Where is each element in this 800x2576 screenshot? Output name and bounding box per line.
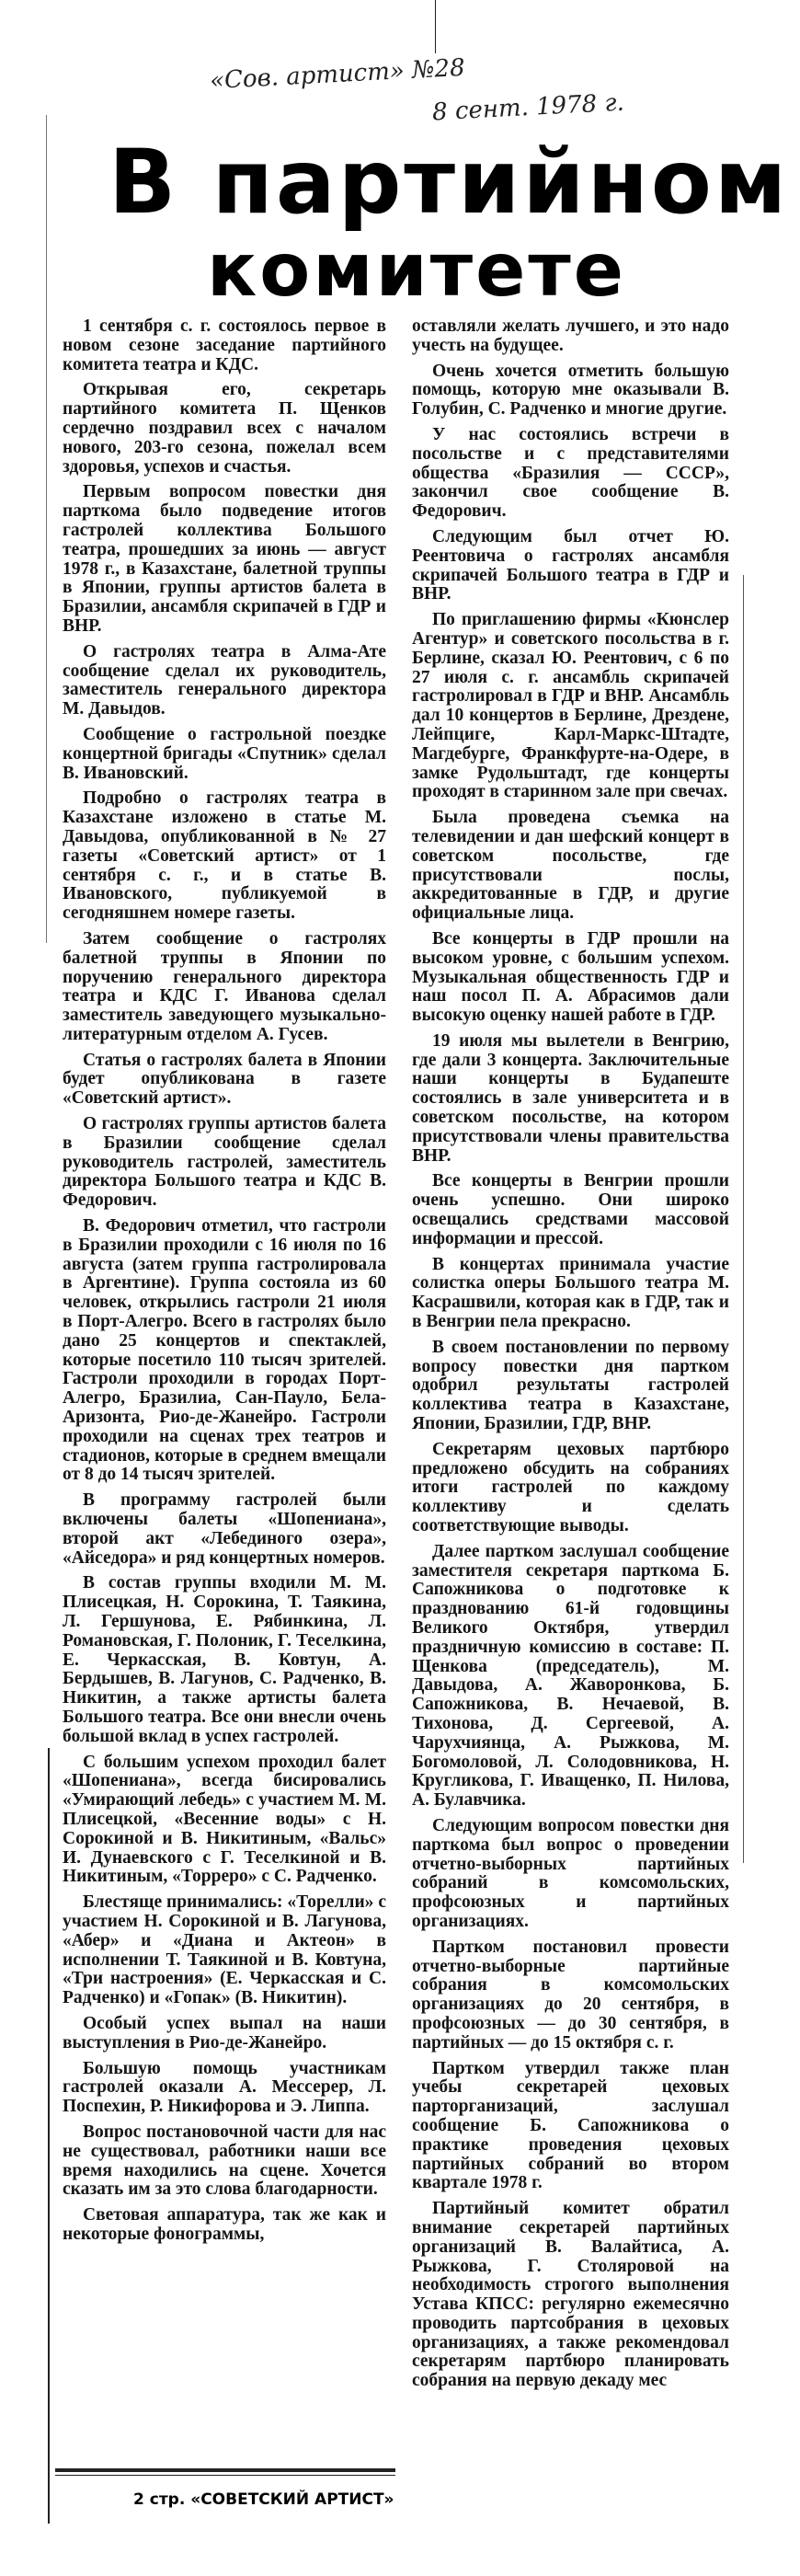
article-paragraph: Вопрос постановочной части для нас не существовал, работники наши все время находились на сцене. Хочется сказать им за это слова благодарности. [63,2122,386,2200]
article-paragraph: Следующим был отчет Ю. Реентовича о гастролях ансамбля скрипачей Большого театра в ГДР и ВНР. [412,526,729,604]
footer-rule-thick [55,2468,395,2472]
column-rule-right [743,575,744,1863]
headline-line-2: комитете [207,227,626,313]
article-paragraph: Партком утвердил также план учебы секретарей цеховых парторганизаций, заслушал сообщение Б. Сапожникова о практике проведения цеховых партийных собраний во втором квартале 1978 г. [412,2058,729,2193]
article-paragraph: Затем сообщение о гастролях балетной труппы в Японии по поручению генерального директора театра и КДС Г. Иванова сделал заместитель заведующего музыкально-литературным отделом А. Гусев. [63,928,386,1044]
article-paragraph: Блестяще принимались: «Торелли» с участием Н. Сорокиной и В. Лагунова, «Абер» и «Диана и Актеон» в исполнении Т. Таякиной и В. Ковтуна, «Три настроения» (Е. Черкасская и С. Радченко) и «Гопак» (В. Никитин). [63,1892,386,2008]
article-paragraph: Световая аппаратура, так же как и некоторые фонограммы, [63,2205,386,2244]
handwritten-date-note: 8 сент. 1978 г. [431,88,625,127]
article-paragraph: Статья о гастролях балета в Японии будет опубликована в газете «Советский артист». [63,1050,386,1109]
article-paragraph: Все концерты в Венгрии прошли очень успешно. Они широко освещались средствами массовой информации и прессой. [412,1171,729,1248]
article-paragraph: В. Федорович отметил, что гастроли в Бразилии проходили с 16 июля по 16 августа (затем группа гастролировала в Аргентине). Группа состояла из 60 человек, открылись гастроли 21 июля в Порт-Алегро. Всего в гастролях было дано 25 концертов и спектаклей, которые посетило 110 тысяч зрителей. Гастроли проходили в городах Порт-Алегро, Бразилиа, Сан-Пауло, Бела-Аризонта, Рио-де-Жанейро. Гастроли проходили на сценах трех театров и стадионов, которые в среднем вмещали от 8 до 14 тысяч зрителей. [63,1216,386,1485]
article-paragraph: Была проведена съемка на телевидении и дан шефский концерт в советском посольстве, где присутствовали послы, аккредитованные в ГДР, и другие официальные лица. [412,808,729,924]
article-paragraph: Сообщение о гастрольной поездке концертной бригады «Спутник» сделал В. Ивановский. [63,724,386,783]
article-paragraph: В концертах принимала участие солистка оперы Большого театра М. Касрашвили, которая как в ГДР, так и в Венгрии пела прекрасно. [412,1254,729,1332]
article-paragraph: Все концерты в ГДР прошли на высоком уровне, с большим успехом. Музыкальная общественность ГДР и наш посол П. А. Абрасимов дали высокую оценку нашей работе в ГДР. [412,928,729,1026]
article-paragraph: О гастролях театра в Алма-Ате сообщение сделал их руководитель, заместитель генерального директора М. Давыдов. [63,641,386,719]
article-paragraph: Партийный комитет обратил внимание секретарей партийных организаций В. Валайтиса, А. Рыжкова, Г. Столяровой на необходимость строгого выполнения Устава КПСС: регулярно ежемесячно проводить партсобрания в цеховых организациях, а также рекомендовал секретарям партбюро планировать собрания на первую декаду мес [412,2199,729,2391]
headline-line-1: В партийном [109,131,790,234]
article-paragraph: оставляли желать лучшего, и это надо учесть на будущее. [412,316,729,355]
footer-rule-thin [55,2475,395,2476]
top-fold-line [435,0,436,53]
article-paragraph: Очень хочется отметить большую помощь, которую мне оказывали В. Голубин, С. Радченко и многие другие. [412,361,729,420]
article-paragraph: Подробно о гастролях театра в Казахстане изложено в статье М. Давыдова, опубликованной в № 27 газеты «Советский артист» от 1 сентября с. г., и в статье В. Ивановского, публикуемой в сегодняшнем номере газеты. [63,788,386,924]
newspaper-page-label: 2 стр. «СОВЕТСКИЙ АРТИСТ» [133,2490,394,2509]
article-left-column [63,317,386,2251]
clipping-left-edge [46,115,47,943]
article-paragraph: 19 июля мы вылетели в Венгрию, где дали 3 концерта. Заключительные наши концерты в Будапеште состоялись в зале университета и в советском посольстве, на котором присутствовали члены правительства ВНР. [412,1030,729,1166]
article-paragraph: В программу гастролей были включены балеты «Шопениана», второй акт «Лебединого озера», «Айседора» и ряд концертных номеров. [63,1490,386,1568]
article-paragraph: Партком постановил провести отчетно-выборные партийные собрания в комсомольских организациях до 20 сентября, в профсоюзных — до 30 сентября, в партийных — до 15 октября с. г. [412,1937,729,2053]
article-paragraph: В своем постановлении по первому вопросу повестки дня партком одобрил результаты гастролей коллектива театра в Казахстане, Японии, Бразилии, ГДР, ВНР. [412,1337,729,1434]
article-paragraph: Особый успех выпал на наши выступления в Рио-де-Жанейро. [63,2013,386,2053]
article-paragraph: Большую помощь участникам гастролей оказали А. Мессерер, Л. Поспехин, Р. Никифорова и Э. Липпа. [63,2058,386,2117]
article-paragraph: По приглашению фирмы «Кюнслер Агентур» и советского посольства в г. Берлине, сказал Ю. Реентович, с 6 по 27 июля с. г. ансамбль скрипачей гастролировал в ГДР и ВНР. Ансамбль дал 10 концертов в Берлине, Дрездене, Лейпциге, Карл-Маркс-Штадте, Магдебурге, Франкфурте-на-Одере, в замке Рудольштадт, где концерты проходят в старинном зале при свечах. [412,610,729,802]
article-paragraph: 1 сентября с. г. состоялось первое в новом сезоне заседание партийного комитета театра и КДС. [63,316,386,374]
article-paragraph: Следующим вопросом повестки дня парткома был вопрос о проведении отчетно-выборных партийных собраний в комсомольских, профсоюзных и партийных организациях. [412,1815,729,1931]
article-right-column [412,317,729,2398]
article-paragraph: Открывая его, секретарь партийного комитета П. Щенков сердечно поздравил всех с началом нового, 203-го сезона, пожелал всем здоровья, успехов и счастья. [63,380,386,477]
article-paragraph: В состав группы входили М. М. Плисецкая, Н. Сорокина, Т. Таякина, Л. Гершунова, Е. Рябинкина, Л. Романовская, Г. Полоник, Г. Теселкина, Е. Черкасская, В. Ковтун, А. Бердышев, В. Лагунов, С. Радченко, В. Никитин, а также артисты балета Большого театра. Все они внесли очень большой вклад в успех гастролей. [63,1573,386,1746]
handwritten-source-note: «Сов. артист» №28 [209,53,466,96]
article-paragraph: Далее партком заслушал сообщение заместителя секретаря парткома Б. Сапожникова о подготовке к празднованию 61-й годовщины Великого Октября, утвердил праздничную комиссию в составе: П. Щенкова (председатель), М. Давыдова, А. Жаворонкова, Б. Сапожникова, В. Нечаевой, В. Тихонова, Д. Сергеевой, А. Чарухчиянца, А. Рыжкова, М. Богомоловой, Л. Солодовникова, Н. Кругликова, Г. Иващенко, П. Нилова, А. Булавчика. [412,1541,729,1811]
clipping-left-edge-lower [48,1748,50,2524]
article-paragraph: С большим успехом проходил балет «Шопениана», всегда бисировались «Умирающий лебедь» с участием М. М. Плисецкой, «Весенние воды» с Н. Сорокиной и В. Никитиным, «Вальс» И. Дунаевского с Г. Теселкиной и В. Никитиным, «Торреро» с С. Радченко. [63,1752,386,1887]
article-paragraph: У нас состоялись встречи в посольстве и с представителями общества «Бразилия — СССР», закончил свое сообщение В. Федорович. [412,424,729,522]
article-paragraph: О гастролях группы артистов балета в Бразилии сообщение сделал руководитель гастролей, заместитель директора Большого театра и КДС В. Федорович. [63,1114,386,1211]
article-paragraph: Первым вопросом повестки дня парткома было подведение итогов гастролей коллектива Большого театра, прошедших за июнь — август 1978 г., в Казахстане, балетной труппы в Японии, группы артистов балета в Бразилии, ансамбля скрипачей в ГДР и ВНР. [63,482,386,636]
article-paragraph: Секретарям цеховых партбюро предложено обсудить на собраниях итоги гастролей по каждому коллективу и сделать соответствующие выводы. [412,1439,729,1536]
